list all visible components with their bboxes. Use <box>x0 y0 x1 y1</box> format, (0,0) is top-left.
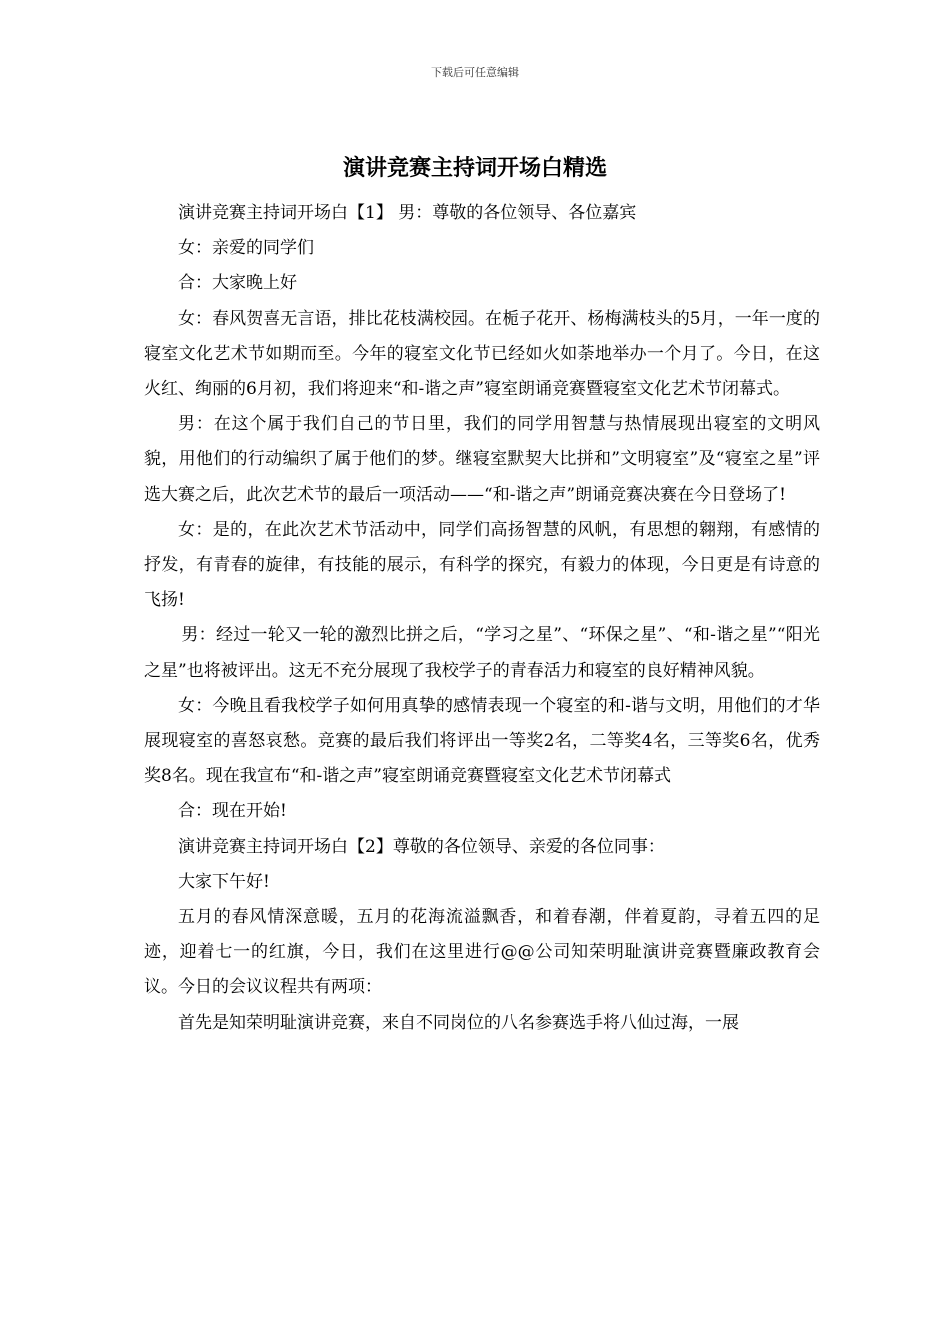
paragraph: 女：春风贺喜无言语，排比花枝满校园。在栀子花开、杨梅满枝头的5月，一年一度的寝室文化艺术节如期而至。今年的寝室文化节已经如火如荼地举办一个月了。今日，在这火红、绚丽的6月初，我们将迎来“和-谐之声”寝室朗诵竞赛暨寝室文化艺术节闭幕式。 <box>144 308 820 400</box>
paragraph: 女：亲爱的同学们 <box>178 238 314 259</box>
paragraph: 五月的春风情深意暖，五月的花海流溢飘香，和着春潮，伴着夏韵，寻着五四的足迹，迎着七一的红旗，今日，我们在这里进行@@公司知荣明耻演讲竞赛暨廉政教育会议。今日的会议议程共有两项： <box>144 907 820 998</box>
paragraph: 男：在这个属于我们自己的节日里，我们的同学用智慧与热情展现出寝室的文明风貌，用他们的行动编织了属于他们的梦。继寝室默契大比拼和”文明寝室”及“寝室之星”评选大赛之后，此次艺术节的最后一项活动——“和-谐之声”朗诵竞赛决赛在今日登场了! <box>144 414 820 505</box>
document-body <box>144 196 820 1041</box>
paragraph: 女：今晚且看我校学子如何用真挚的感情表现一个寝室的和-谐与文明，用他们的才华展现寝室的喜怒哀愁。竞赛的最后我们将评出一等奖2名，二等奖4名，三等奖6名，优秀奖8名。现在我宣布“和-谐之声”寝室朗诵竞赛暨寝室文化艺术节闭幕式 <box>144 695 820 787</box>
paragraph: 合：现在开始! <box>178 801 287 822</box>
paragraph: 男：经过一轮又一轮的激烈比拼之后，“学习之星”、“环保之星”、“和-谐之星”“阳光之星”也将被评出。这无不充分展现了我校学子的青春活力和寝室的良好精神风貌。 <box>144 625 820 681</box>
page-header: 下载后可任意编辑 <box>431 66 519 79</box>
paragraph: 首先是知荣明耻演讲竞赛，来自不同岗位的八名参赛选手将八仙过海，一展 <box>178 1012 739 1033</box>
paragraph: 女：是的，在此次艺术节活动中，同学们高扬智慧的风帆，有思想的翱翔，有感情的抒发，有青春的旋律，有技能的展示，有科学的探究，有毅力的体现，今日更是有诗意的飞扬! <box>144 519 820 611</box>
paragraph: 演讲竞赛主持词开场白【1】 男：尊敬的各位领导、各位嘉宾 <box>178 203 637 223</box>
paragraph: 合：大家晚上好 <box>178 273 297 294</box>
paragraph: 演讲竞赛主持词开场白【2】尊敬的各位领导、亲爱的各位同事： <box>178 836 665 857</box>
paragraph: 大家下午好! <box>178 871 270 892</box>
document-title: 演讲竞赛主持词开场白精选 <box>342 156 607 181</box>
